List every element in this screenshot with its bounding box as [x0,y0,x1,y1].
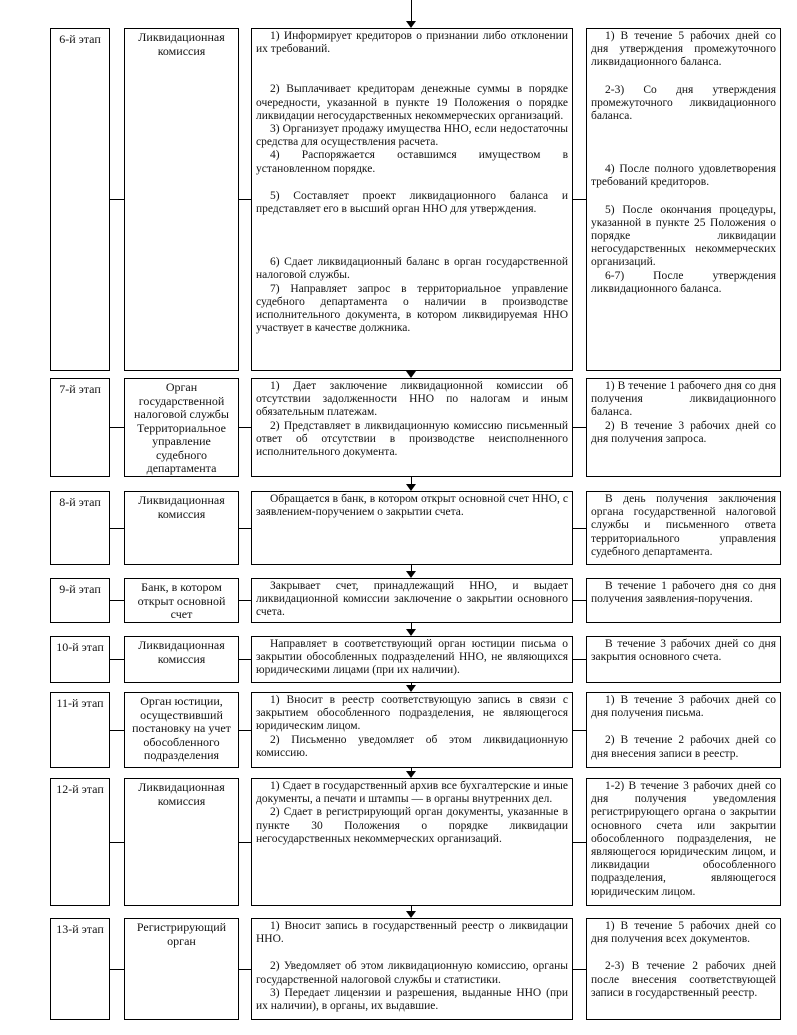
timeframe-item: 2) В течение 2 рабочих дней со дня внесения записи в реестр. [591,734,776,760]
connector-line [110,600,124,601]
connector-line [573,600,586,601]
action-item: 2) Письменно уведомляет об этом ликвидационную комиссию. [256,733,568,759]
stage-label [50,491,110,565]
timeframe-item: 1) В течение 1 рабочего дня со дня получения ликвидационного баланса. [591,380,776,419]
action-item: 2) Представляет в ликвидационную комиссию письменный ответ об отсутствии в производстве неисполненного исполнительного документа. [256,419,568,459]
actions-cell [251,636,573,683]
stage-text: 13-й этап [56,922,104,936]
actions-cell [251,778,573,906]
action-item: 1) Дает заключение ликвидационной комиссии об отсутствии задолженности ННО по налогам и иным обязательным платежам. [256,380,568,419]
stage-label [50,636,110,683]
connector-line [110,427,124,428]
organization-text: Регистрирующий орган [136,920,227,948]
connector-line [573,842,586,843]
actions-cell [251,491,573,565]
flow-arrow-head [406,371,416,378]
flow-arrow-head [406,21,416,28]
organization-text: Орган государственной налоговой службы Территориальное управление судебного департамента [134,380,229,475]
timeframe-item: В течение 3 рабочих дней со дня закрытия основного счета. [591,638,776,664]
connector-line [239,842,251,843]
organization-text: Ликвидационная комиссия [138,780,225,808]
timeframe-item: В день получения заключения органа государственной налоговой службы и письменного ответа территориального управления судебного департамента. [591,493,776,558]
action-item: 2) Уведомляет об этом ликвидационную комиссию, органы государственной налоговой службы и статистики. [256,960,568,986]
actions-cell [251,378,573,477]
connector-line [239,730,251,731]
stage-text: 11-й этап [56,696,104,710]
organization-text: Ликвидационная комиссия [138,638,225,666]
stage-text: 10-й этап [56,640,104,654]
organization-text: Орган юстиции, осуществивший постановку на учет обособленного подразделения [132,694,231,762]
actions-cell [251,578,573,623]
organization-cell [124,918,239,1020]
action-item: 3) Организует продажу имущества ННО, если недостаточны средства для осуществления расчета. [256,123,568,149]
stage-label [50,378,110,477]
organization-cell [124,692,239,768]
connector-line [239,659,251,660]
flow-arrow-head [406,771,416,778]
stage-text: 9-й этап [59,582,101,596]
action-item: Направляет в соответствующий орган юстиции письма о закрытии обособленных подразделений ННО, не являющихся юридическими лицами (при их наличии). [256,638,568,677]
organization-text: Банк, в котором открыт основной счет [137,580,226,621]
timeframe-item: 2) В течение 3 рабочих дней со дня получения запроса. [591,419,776,445]
action-item: 2) Выплачивает кредиторам денежные суммы в порядке очередности, указанной в пункте 19 Положения о порядке ликвидации негосударственных некоммерческих организаций. [256,83,568,122]
actions-cell [251,28,573,371]
timeframe-cell [586,692,781,768]
action-item: Обращается в банк, в котором открыт основной счет ННО, с заявлением-поручением о закрытии счета. [256,493,568,519]
organization-cell [124,636,239,683]
organization-cell [124,778,239,906]
connector-line [110,730,124,731]
connector-line [239,427,251,428]
stage-label [50,778,110,906]
connector-line [110,842,124,843]
timeframe-item: 2-3) В течение 2 рабочих дней после внесения соответствующей записи в государственный реестр. [591,960,776,999]
flow-arrow-head [406,629,416,636]
flow-arrow-line [411,477,412,484]
stage-text: 12-й этап [56,782,104,796]
timeframe-item: 4) После полного удовлетворения требований кредиторов. [591,163,776,189]
action-item: 2) Сдает в регистрирующий орган документы, указанные в пункте 30 Положения о порядке ликвидации негосударственных некоммерческих организаций. [256,806,568,845]
timeframe-cell [586,378,781,477]
flow-arrow-head [406,685,416,692]
action-item: 7) Направляет запрос в территориальное управление судебного департамента о наличии в производстве исполнительного документа, в котором ликвидируемая ННО участвует в качестве должника. [256,282,568,335]
flow-arrow-head [406,911,416,918]
timeframe-item: 5) После окончания процедуры, указанной в пункте 25 Положения о порядке ликвидации негосударственных некоммерческих организаций. [591,203,776,269]
timeframe-item: 1) В течение 5 рабочих дней со дня получения всех документов. [591,920,776,946]
action-item: 3) Передает лицензии и разрешения, выданные ННО (при их наличии), в органы, их выдавшие. [256,986,568,1013]
action-item: Закрывает счет, принадлежащий ННО, и выдает ликвидационной комиссии заключение о закрытии основного счета. [256,580,568,619]
connector-line [239,528,251,529]
action-item: 6) Сдает ликвидационный баланс в орган государственной налоговой службы. [256,256,568,282]
actions-cell [251,918,573,1020]
timeframe-cell [586,28,781,371]
flow-arrow-head [406,484,416,491]
stage-text: 7-й этап [59,382,101,396]
timeframe-item: В течение 1 рабочего дня со дня получения заявления-поручения. [591,580,776,606]
action-item: 5) Составляет проект ликвидационного баланса и представляет его в высший орган ННО для утверждения. [256,189,568,216]
timeframe-cell [586,578,781,623]
organization-cell [124,28,239,371]
connector-line [573,199,586,200]
connector-line [573,659,586,660]
flow-arrow-line [411,0,412,21]
connector-line [239,199,251,200]
stage-label [50,578,110,623]
organization-text: Ликвидационная комиссия [138,30,225,58]
timeframe-item: 1) В течение 5 рабочих дней со дня утверждения промежуточного ликвидационного баланса. [591,30,776,69]
timeframe-cell [586,636,781,683]
action-item: 1) Информирует кредиторов о признании либо отклонении их требований. [256,30,568,56]
timeframe-cell [586,918,781,1020]
timeframe-item: 6-7) После утверждения ликвидационного баланса. [591,269,776,295]
action-item: 1) Вносит в реестр соответствующую запись в связи с закрытием обособленного подразделения, не являющегося юридическим лицом. [256,694,568,733]
connector-line [110,528,124,529]
organization-text: Ликвидационная комиссия [138,493,225,521]
stage-text: 8-й этап [59,495,101,509]
stage-label [50,28,110,371]
action-item: 1) Сдает в государственный архив все бухгалтерские и иные документы, а печати и штампы — в органы внутренних дел. [256,780,568,806]
stage-text: 6-й этап [59,32,101,46]
connector-line [239,969,251,970]
timeframe-cell [586,491,781,565]
stage-label [50,918,110,1020]
connector-line [573,427,586,428]
timeframe-item: 2-3) Со дня утверждения промежуточного ликвидационного баланса. [591,83,776,123]
connector-line [239,600,251,601]
organization-cell [124,378,239,477]
organization-cell [124,491,239,565]
timeframe-cell [586,778,781,906]
timeframe-item: 1) В течение 3 рабочих дней со дня получения письма. [591,694,776,720]
connector-line [110,659,124,660]
stage-label [50,692,110,768]
actions-cell [251,692,573,768]
connector-line [573,730,586,731]
timeframe-item: 1-2) В течение 3 рабочих дней со дня получения уведомления регистрирующего органа о закрытии основного счета или закрытии обособленного подразделения, не являющегося юридическим лицом, и ликвидации обособленного подразделения, являющегося юридическим лицом. [591,780,776,898]
connector-line [573,969,586,970]
connector-line [573,528,586,529]
connector-line [110,969,124,970]
action-item: 4) Распоряжается оставшимся имуществом в установленном порядке. [256,149,568,175]
connector-line [110,199,124,200]
flow-arrow-head [406,571,416,578]
organization-cell [124,578,239,623]
action-item: 1) Вносит запись в государственный реестр о ликвидации ННО. [256,920,568,946]
